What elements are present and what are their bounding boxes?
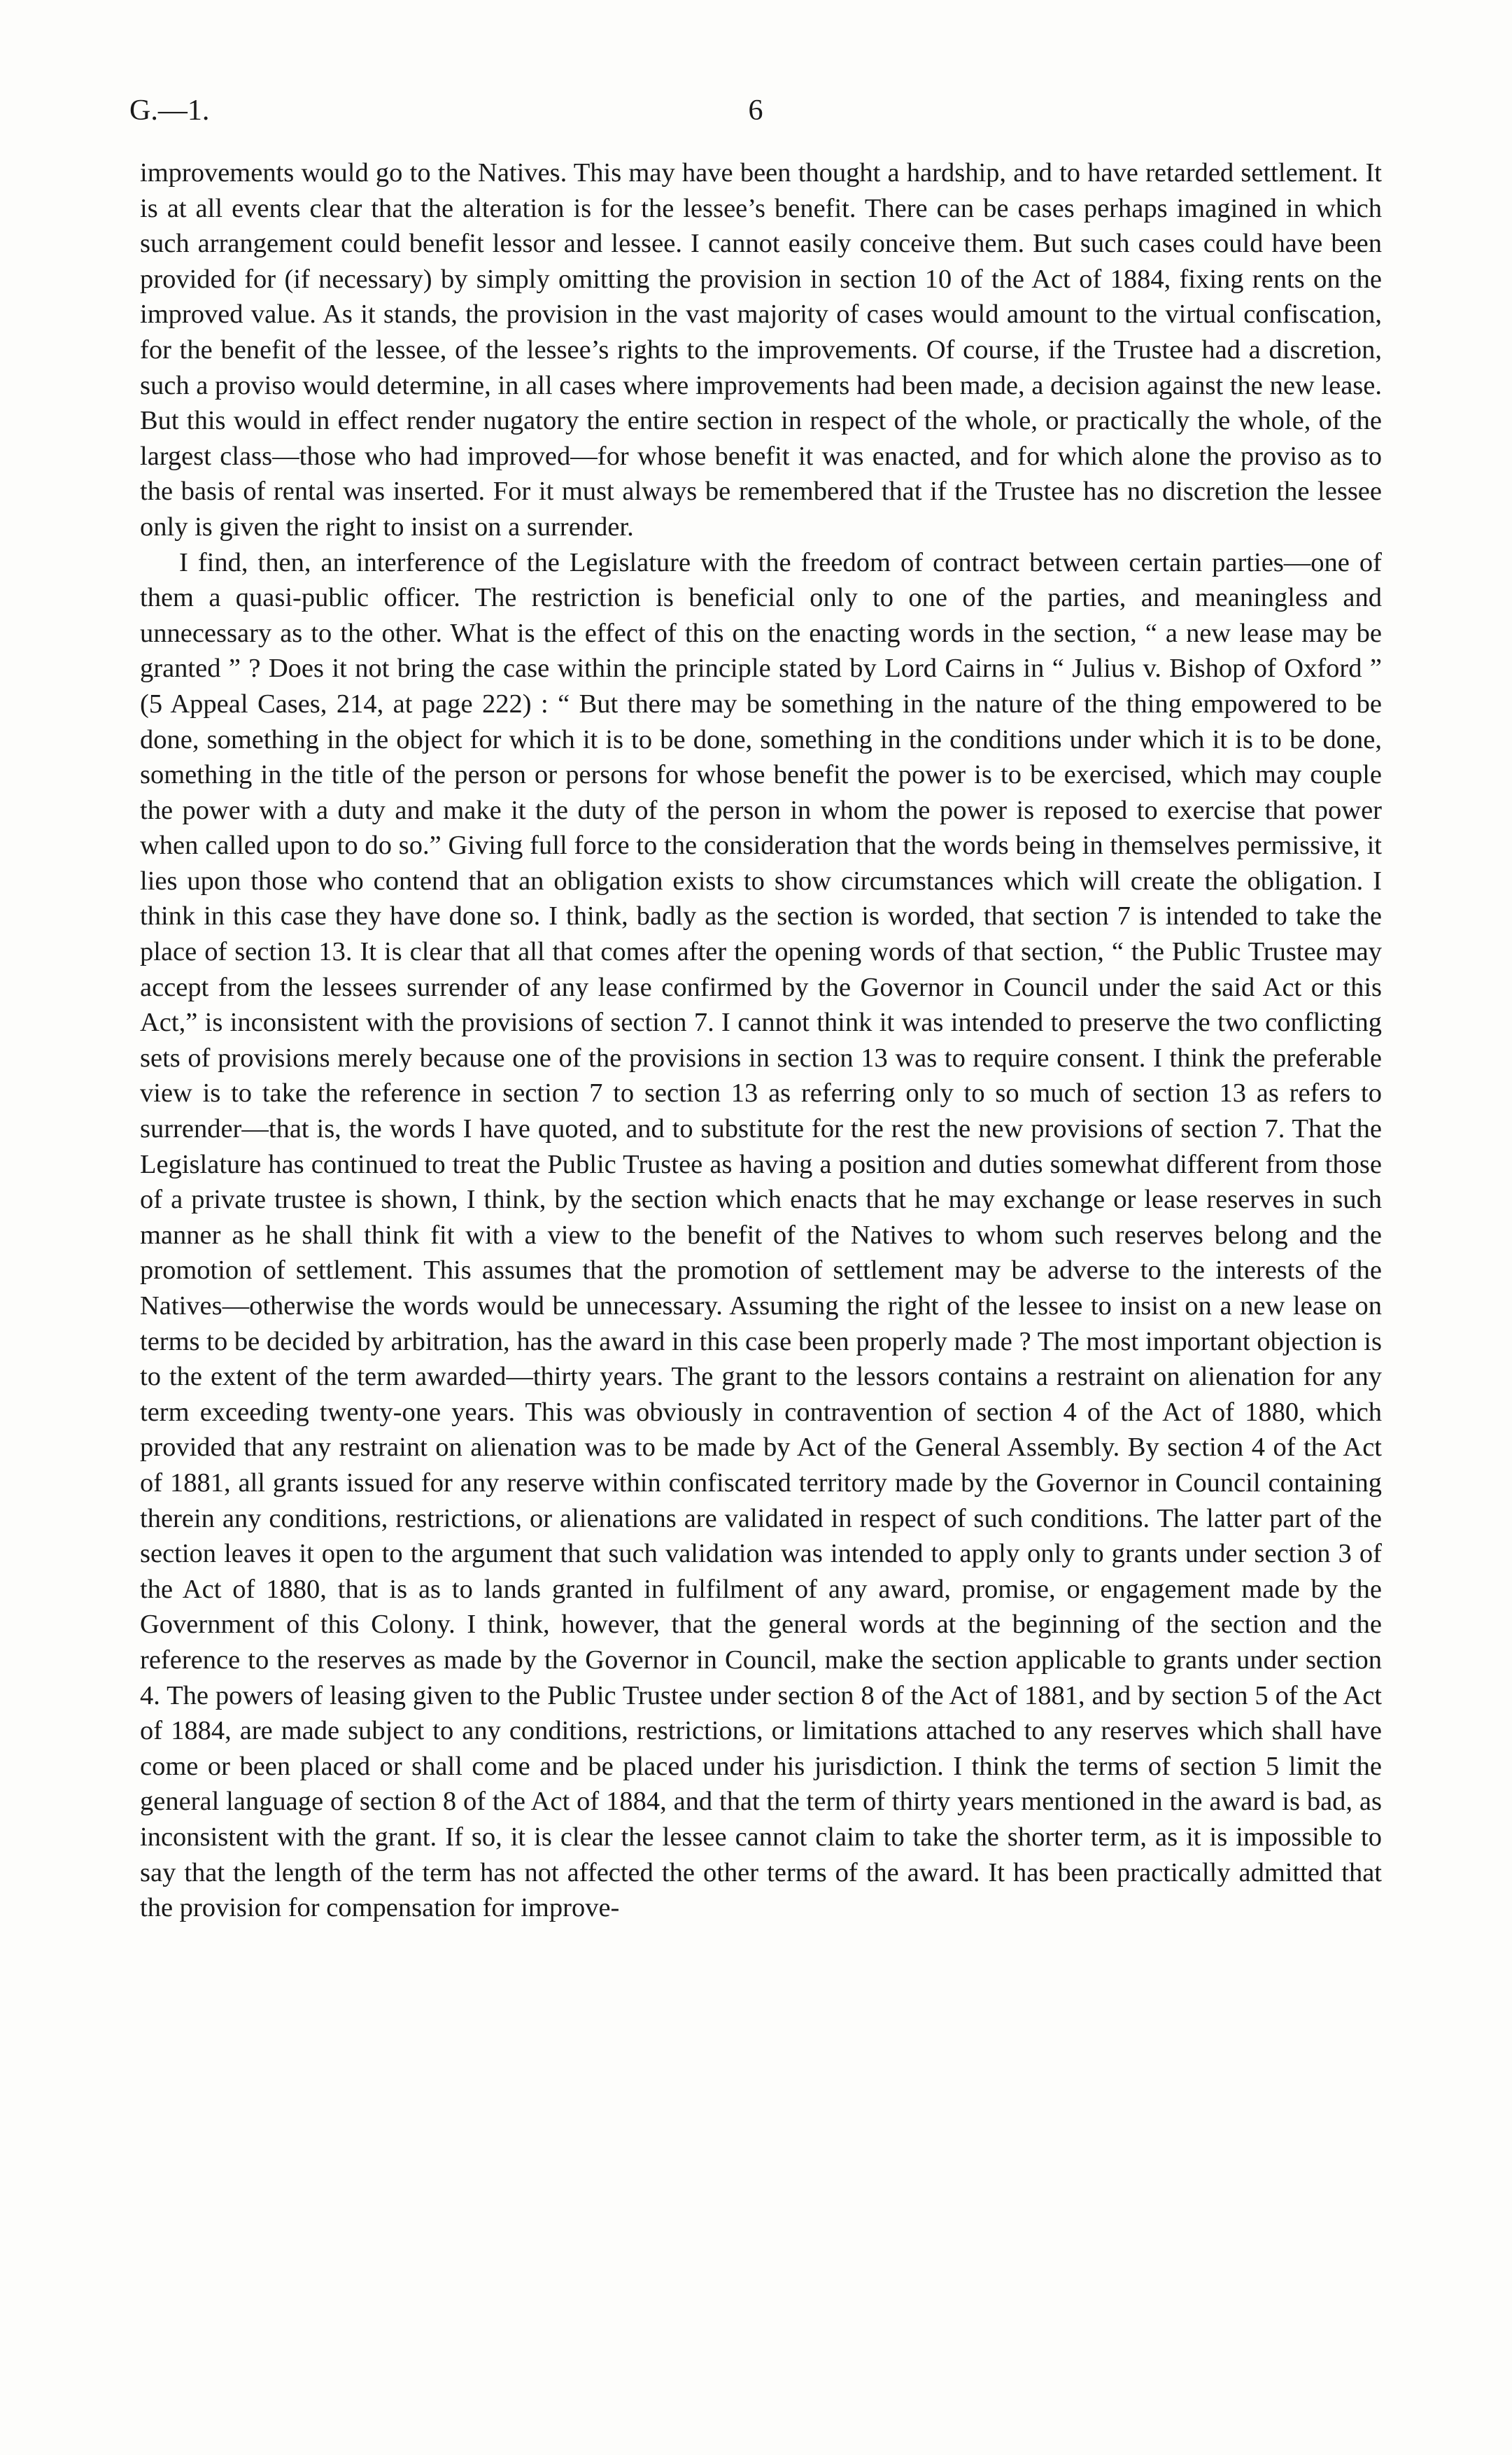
running-head <box>129 94 1382 136</box>
body-text <box>140 155 1382 1926</box>
paragraph: I find, then, an interference of the Legislature with the freedom of contract between certain parties—one of them a quasi-public officer. The restriction is beneficial only to one of the parties, and meaningless and unnecessary as to the other. What is the effect of this on the enacting words in the section, “ a new lease may be granted ” ? Does it not bring the case within the principle stated by Lord Cairns in “ Julius v. Bishop of Oxford ” (5 Appeal Cases, 214, at page 222) : “ But there may be something in the nature of the thing empowered to be done, something in the object for which it is to be done, something in the conditions under which it is to be done, something in the title of the person or persons for whose benefit the power is to be exercised, which may couple the power with a duty and make it the duty of the person in whom the power is reposed to exercise that power when called upon to do so.” Giving full force to the consideration that the words being in themselves permissive, it lies upon those who contend that an obligation exists to show circumstances which will create the obligation. I think in this case they have done so. I think, badly as the section is worded, that section 7 is intended to take the place of section 13. It is clear that all that comes after the opening words of that section, “ the Public Trustee may accept from the lessees surrender of any lease confirmed by the Governor in Council under the said Act or this Act,” is inconsistent with the provisions of section 7. I cannot think it was intended to preserve the two conflicting sets of provisions merely because one of the provisions in section 13 was to require consent. I think the preferable view is to take the reference in section 7 to section 13 as referring only to so much of section 13 as refers to surrender—that is, the words I have quoted, and to substitute for the rest the new provisions of section 7. That the Legislature has continued to treat the Public Trustee as having a position and duties somewhat different from those of a private trustee is shown, I think, by the section which enacts that he may exchange or lease reserves in such manner as he shall think fit with a view to the benefit of the Natives to whom such reserves belong and the promotion of settlement. This assumes that the promotion of settlement may be adverse to the interests of the Natives—otherwise the words would be unnecessary. Assuming the right of the lessee to insist on a new lease on terms to be decided by arbitration, has the award in this case been properly made ? The most important objection is to the extent of the term awarded—thirty years. The grant to the lessors contains a restraint on alienation for any term exceeding twenty-one years. This was obviously in contravention of section 4 of the Act of 1880, which provided that any restraint on alienation was to be made by Act of the General Assembly. By section 4 of the Act of 1881, all grants issued for any reserve within confiscated territory made by the Governor in Council containing therein any conditions, restrictions, or alienations are validated in respect of such conditions. The latter part of the section leaves it open to the argument that such validation was intended to apply only to grants under section 3 of the Act of 1880, that is as to lands granted in fulfilment of any award, promise, or engagement made by the Government of this Colony. I think, however, that the general words at the beginning of the section and the reference to the reserves as made by the Governor in Council, make the section applicable to grants under section 4. The powers of leasing given to the Public Trustee under section 8 of the Act of 1881, and by section 5 of the Act of 1884, are made subject to any conditions, restrictions, or limitations attached to any reserves which shall have come or been placed or shall come and be placed under his jurisdiction. I think the terms of section 5 limit the general language of section 8 of the Act of 1884, and that the term of thirty years mentioned in the award is bad, as inconsistent with the grant. If so, it is clear the lessee cannot claim to take the shorter term, as it is impossible to say that the length of the term has not affected the other terms of the award. It has been practically admitted that the provision for compensation for improve- <box>140 547 1382 1923</box>
document-reference: G.—1. <box>129 94 210 127</box>
paragraph-continued: improvements would go to the Natives. This may have been thought a hardship, and to have retarded settlement. It is at all events clear that the alteration is for the lessee’s benefit. There can be cases perhaps imagined in which such arrangement could benefit lessor and lessee. I cannot easily conceive them. But such cases could have been provided for (if necessary) by simply omitting the provision in section 10 of the Act of 1884, fixing rents on the improved value. As it stands, the provision in the vast majority of cases would amount to the virtual confiscation, for the benefit of the lessee, of the lessee’s rights to the improvements. Of course, if the Trustee had a discretion, such a proviso would determine, in all cases where improvements had been made, a decision against the new lease. But this would in effect render nugatory the entire section in respect of the whole, or practically the whole, of the largest class—those who had improved—for whose benefit it was enacted, and for which alone the proviso as to the basis of rental was inserted. For it must always be remembered that if the Trustee has no discretion the lessee only is given the right to insist on a surrender. <box>140 158 1382 542</box>
page-number: 6 <box>748 94 763 127</box>
